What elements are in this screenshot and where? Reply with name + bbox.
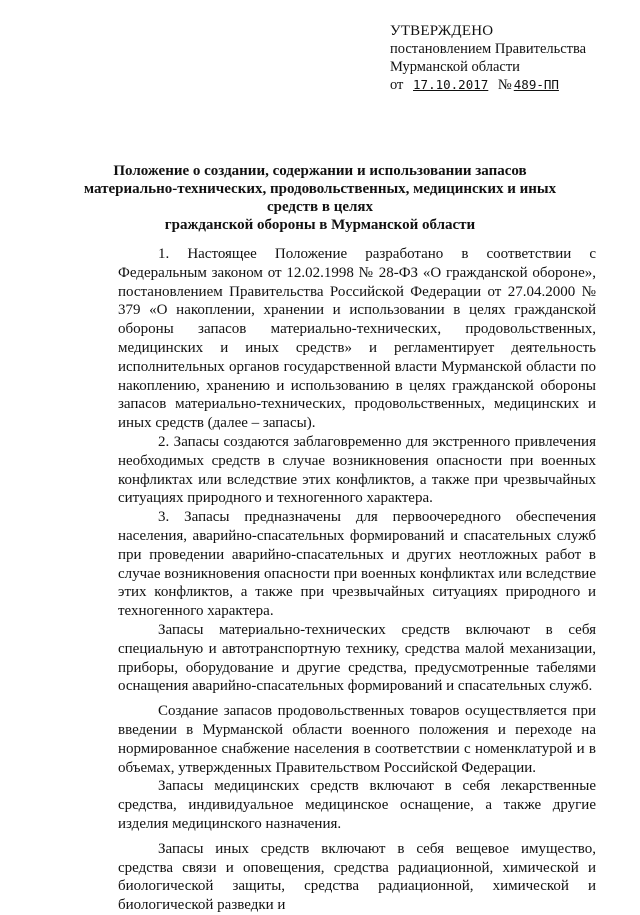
approval-stamp (390, 22, 586, 94)
paragraph-4: Запасы материально-технических средств включают в себя специальную и автотранспортную технику, средства малой механизации, приборы, оборудование и другие средства, предусмотренные табелями оснащения аварийно-спасательных формирований и спасательных служб. (118, 621, 596, 695)
approval-heading: УТВЕРЖДЕНО (390, 23, 494, 39)
approval-date-line (390, 76, 586, 94)
paragraph-5: Создание запасов продовольственных товаров осуществляется при введении в Мурманской области военного положения и переходе на нормированное снабжение населения в соответствии с номенклатурой и в объемах, утвержденных Правительством Российской Федерации. (118, 703, 596, 776)
paragraph-6: Запасы медицинских средств включают в себя лекарственные средства, индивидуальное медицинское оснащение, а также другие изделия медицинского назначения. (118, 778, 596, 832)
approval-number: 489-ПП (513, 77, 559, 92)
paragraph-2: 2. Запасы создаются заблаговременно для экстренного привлечения необходимых средств в случае возникновения опасности при военных конфликтах или вследствие этих конфликтов, а также при чрезвычайных ситуациях природного и техногенного характера. (118, 433, 596, 507)
paragraph-1: 1. Настоящее Положение разработано в соответствии с Федеральным законом от 12.02.1998 № 28-ФЗ «О гражданской обороне», постановлением Правительства Российской Федерации от 27.04.2000 № 379 «О накоплении, хранении и использовании в целях гражданской обороны запасов материально-технических, продовольственных, медицинских и иных средств» и регламентирует деятельность исполнительных органов государственной власти Мурманской области по накоплению, хранению и использованию в целях гражданской обороны запасов материально-технических, продовольственных, медицинских и иных средств (далее – запасы). (118, 246, 596, 432)
paragraph-3: 3. Запасы предназначены для первоочередного обеспечения населения, аварийно-спасательных формирований и спасательных служб при проведении аварийно-спасательных и других неотложных работ в случае возникновения опасности при военных конфликтах или вследствие этих конфликтов, а также при чрезвычайных ситуациях природного и техногенного характера. (118, 509, 596, 620)
document-title (0, 162, 640, 234)
title-line-1: Положение о создании, содержании и использовании запасов (113, 163, 527, 179)
title-line-4: гражданской обороны в Мурманской области (164, 217, 476, 233)
title-line-2: материально-технических, продовольственных, медицинских и иных (83, 181, 557, 197)
date-prefix: от (390, 77, 404, 93)
document-body (118, 245, 596, 915)
title-line-3: средств в целях (266, 199, 374, 215)
number-prefix: № (497, 77, 512, 93)
approval-line-1: постановлением Правительства (390, 41, 587, 57)
approval-line-2: Мурманской области (390, 59, 520, 75)
paragraph-7: Запасы иных средств включают в себя вещевое имущество, средства связи и оповещения, средства радиационной, химической и биологической защиты, средства радиационной, химической и биологической разведки и (118, 840, 596, 914)
approval-date: 17.10.2017 (413, 77, 489, 92)
